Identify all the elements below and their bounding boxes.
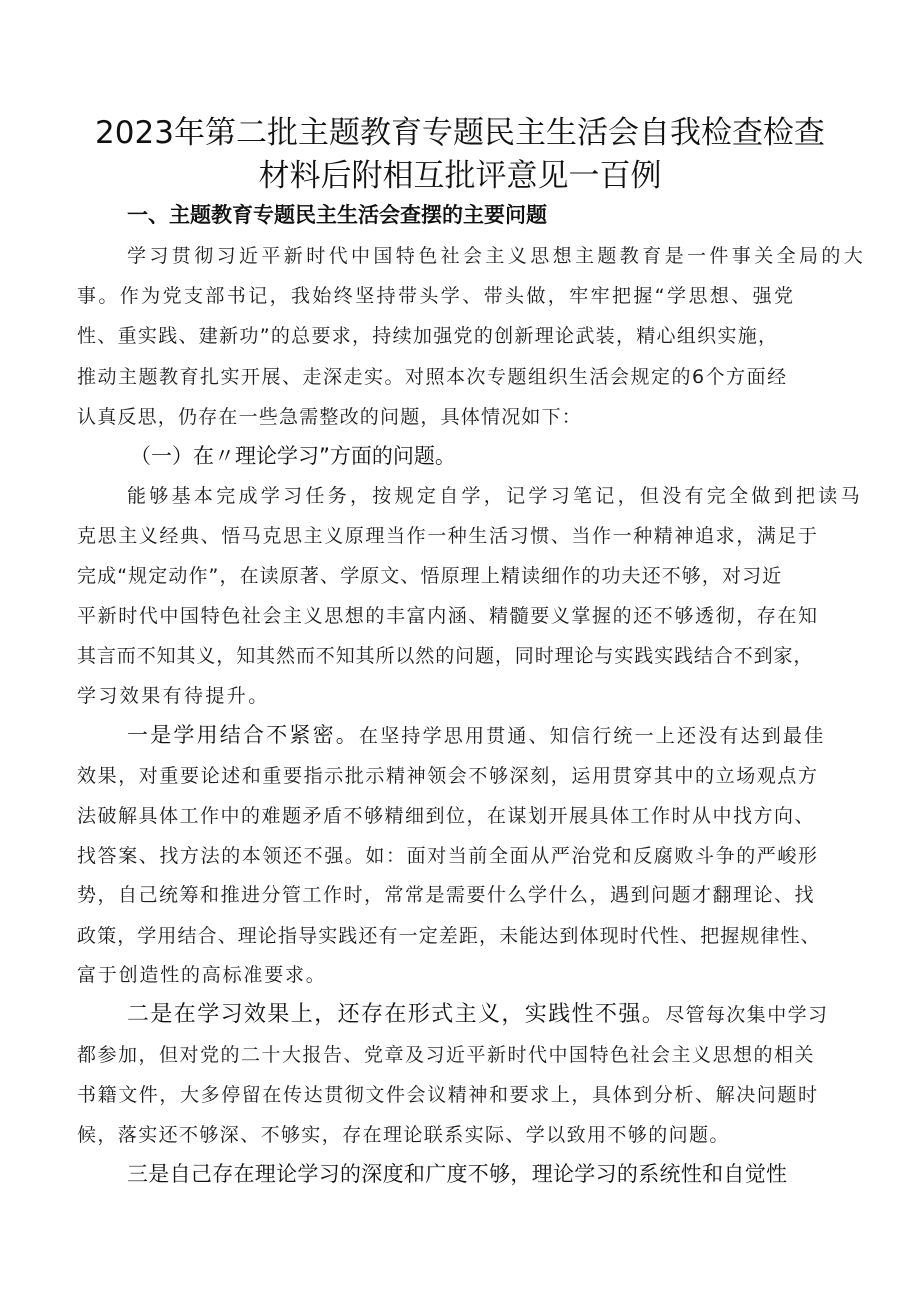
point3-line-1: 三是自己存在理论学习的深度和广度不够，理论学习的系统性和自觉性	[127, 1162, 788, 1186]
point1-line-6: 政策，学用结合、理论指导实践还有一定差距，未能达到体现时代性、把握规律性、	[77, 925, 821, 947]
para1-line-5: 其言而不知其义，知其然而不知其所以然的问题，同时理论与实践实践结合不到家，	[77, 645, 814, 667]
intro-line-3: 性、重实践、建新功”的总要求，持续加强党的创新理论武装，精心组织实施，	[77, 325, 779, 347]
point1-line-7: 富于创造性的高标准要求。	[77, 964, 327, 986]
intro-line-2: 事。作为党支部书记，我始终坚持带头学、带头做，牢牢把握“学思想、强党	[77, 285, 796, 307]
point1-line-2: 效果，对重要论述和重要指示批示精神领会不够深刻，运用贯穿其中的立场观点方	[77, 765, 819, 787]
point1-line-4: 找答案、找方法的本领还不强。如：面对当前全面从严治党和反腐败斗争的严峻形	[77, 845, 819, 867]
para1-line-6: 学习效果有待提升。	[77, 685, 270, 707]
point1-line-5: 势，自己统筹和推进分管工作时，常常是需要什么学什么，遇到问题才翻理论、找	[77, 884, 816, 906]
subsection-heading: （一）在〃理论学习”方面的问题。	[130, 444, 456, 468]
point2-lead: 二是在学习效果上，还存在形式主义，实践性不强。	[127, 1002, 666, 1027]
point2-line-1	[127, 1001, 828, 1029]
document-title-line-1: 2023年第二批主题教育专题民主生活会自我检查检查	[95, 115, 825, 151]
intro-line-5: 认真反思，仍存在一些急需整改的问题，具体情况如下：	[77, 406, 583, 428]
point1-line-1	[127, 721, 825, 750]
point1-first: 在坚持学思用贯通、知信行统一上还没有达到最佳	[359, 725, 826, 747]
intro-line-1: 学习贯彻习近平新时代中国特色社会主义思想主题教育是一件事关全局的大	[127, 245, 867, 267]
intro-line-4: 推动主题教育扎实开展、走深走实。对照本次专题组织生活会规定的6个方面经	[77, 366, 788, 388]
para1-line-4: 平新时代中国特色社会主义思想的丰富内涵、精髓要义掌握的还不够透彻，存在知	[77, 605, 819, 627]
section-heading: 一、主题教育专题民主生活会查摆的主要问题	[127, 203, 547, 227]
point1-line-3: 法破解具体工作中的难题矛盾不够精细到位，在谋划开展具体工作时从中找方向、	[77, 805, 816, 827]
para1-line-2: 克思主义经典、悟马克思主义原理当作一种生活习惯、当作一种精神追求，满足于	[77, 525, 819, 547]
point2-line-4: 候，落实还不够深、不够实，存在理论联系实际、学以致用不够的问题。	[77, 1124, 730, 1146]
point1-lead: 一是学用结合不紧密。	[127, 723, 359, 747]
point2-first: 尽管每次集中学习	[665, 1004, 829, 1026]
para1-line-1: 能够基本完成学习任务，按规定自学，记学习笔记，但没有完全做到把读马	[127, 485, 863, 507]
point2-line-3: 书籍文件，大多停留在传达贯彻文件会议精神和要求上，具体到分析、解决问题时	[77, 1084, 819, 1106]
document-title-line-2: 材料后附相互批评意见一百例	[258, 158, 662, 194]
para1-line-3: 完成“规定动作”，在读原著、学原文、悟原理上精读细作的功夫还不够，对习近	[77, 565, 783, 587]
point2-line-2: 都参加，但对党的二十大报告、党章及习近平新时代中国特色社会主义思想的相关	[77, 1044, 816, 1066]
